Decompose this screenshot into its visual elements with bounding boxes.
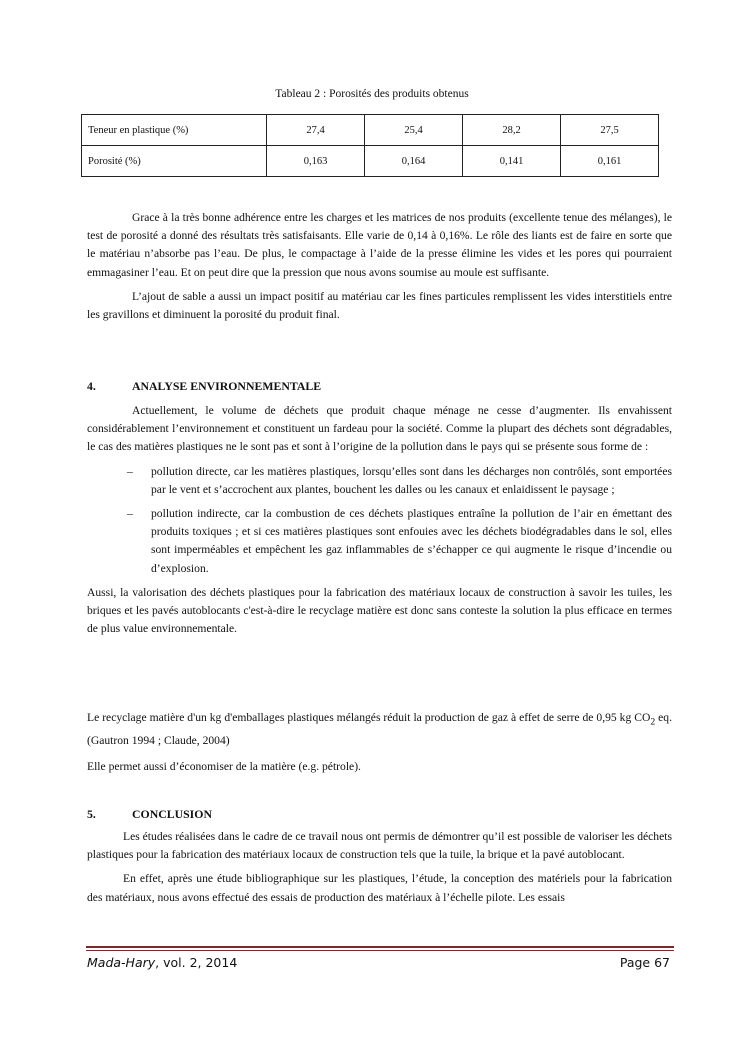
table-cell: 0,161 <box>561 146 659 177</box>
journal-name: Mada-Hary <box>87 955 156 970</box>
table-cell: 0,164 <box>365 146 463 177</box>
paragraph <box>87 709 672 750</box>
list-item-text: pollution directe, car les matières plastiques, lorsqu’elles sont dans les décharges non contrôlés, sont emportées par le vent et s’accrochent aux plantes, bouchent les dalles ou les canaux et enlaidissent le paysage ; <box>151 464 672 496</box>
paragraph: L’ajout de sable a aussi un impact positif au matériau car les fines particules remplissent les vides interstitiels entre les gravillons et diminuent la porosité du produit final. <box>87 289 672 322</box>
footer-divider <box>86 946 674 948</box>
footer-divider <box>86 950 674 951</box>
row-header: Teneur en plastique (%) <box>82 115 267 146</box>
list-item <box>87 463 672 499</box>
block-recycling <box>87 709 672 776</box>
section-number: 4. <box>87 379 96 393</box>
paragraph: Elle permet aussi d’économiser de la matière (e.g. pétrole). <box>87 759 361 773</box>
paragraph-text: Le recyclage matière d'un kg d'emballages plastiques mélangés réduit la production de gaz à effet de serre de 0,95 kg CO <box>87 711 651 724</box>
paragraph: Aussi, la valorisation des déchets plastiques pour la fabrication des matériaux locaux de construction à savoir les tuiles, les briques et les pavés autoblocants c'est-à-dire le recyclage matière est donc sans conteste la solution la plus efficace en termes de plus value environnementale. <box>87 585 672 636</box>
table-row <box>82 146 659 177</box>
section-title: CONCLUSION <box>132 807 212 821</box>
block-environment <box>87 402 672 638</box>
block-conclusion <box>87 828 672 907</box>
subscript: 2 <box>650 716 656 728</box>
list-item <box>87 505 672 578</box>
row-header: Porosité (%) <box>82 146 267 177</box>
dash-bullet: – <box>127 464 133 478</box>
porosity-table <box>81 114 659 177</box>
section-number: 5. <box>87 807 96 821</box>
table-cell: 0,141 <box>463 146 561 177</box>
bullet-list <box>87 463 672 578</box>
paragraph: Grace à la très bonne adhérence entre les charges et les matrices de nos produits (excellente tenue des mélanges), le test de porosité a donné des résultats très satisfaisants. Elle varie de 0,14 à 0,16%. Le rôle des liants est de faire en sorte que le matériau n’absorbe pas l’eau. De plus, le compactage à l’aide de la presse élimine les vides et les pores qui pourraient emmagasiner l’eau. Et on peut dire que la pression que nous avons soumise au moule est suffisante. <box>87 211 672 279</box>
table-cell: 28,2 <box>463 115 561 146</box>
footer-citation <box>87 955 237 970</box>
paragraph: Actuellement, le volume de déchets que produit chaque ménage ne cesse d’augmenter. Ils envahissent considérablement l’environnement et constituent un fardeau pour la société. Comme la plupart des déchets sont dégradables, le cas des matières plastiques ne le sont pas et sont à l’origine de la pollution dans le pays qui se présente sous forme de : <box>87 404 672 454</box>
section-heading-5 <box>87 805 672 823</box>
table-cell: 25,4 <box>365 115 463 146</box>
journal-volume: , vol. 2, 2014 <box>155 955 238 970</box>
section-title: ANALYSE ENVIRONNEMENTALE <box>132 379 322 393</box>
page-number: Page 67 <box>619 955 670 970</box>
paragraph: En effet, après une étude bibliographique sur les plastiques, l’étude, la conception des matériels pour la fabrication des matériaux, nous avons effectué des essais de production des matériaux à l’échelle pilote. Les essais <box>87 872 672 904</box>
block-porosity-discussion <box>87 209 672 324</box>
dash-bullet: – <box>127 507 133 521</box>
section-heading-4 <box>87 377 672 395</box>
table-cell: 0,163 <box>267 146 365 177</box>
table-cell: 27,4 <box>267 115 365 146</box>
table-row <box>82 115 659 146</box>
list-item-text: pollution indirecte, car la combustion de ces déchets plastiques entraîne la pollution de l’air en émettant des produits toxiques ; et si ces matières plastiques sont enfouies avec les déchets biodégradables dans le sol, elles sont imperméables et empêchent les gaz inflammables de s’échapper ce qui augmente le risque d’incendie ou d’explosion. <box>151 507 672 575</box>
table-cell: 27,5 <box>561 115 659 146</box>
paragraph-text: eq. (Gautron 1994 ; Claude, 2004) <box>87 711 672 747</box>
paragraph: Les études réalisées dans le cadre de ce travail nous ont permis de démontrer qu’il est possible de valoriser les déchets plastiques pour la fabrication des matériaux locaux de construction tels que la tuile, la brique et la pavé autoblocant. <box>87 830 672 862</box>
table-caption: Tableau 2 : Porosités des produits obtenus <box>275 88 469 100</box>
